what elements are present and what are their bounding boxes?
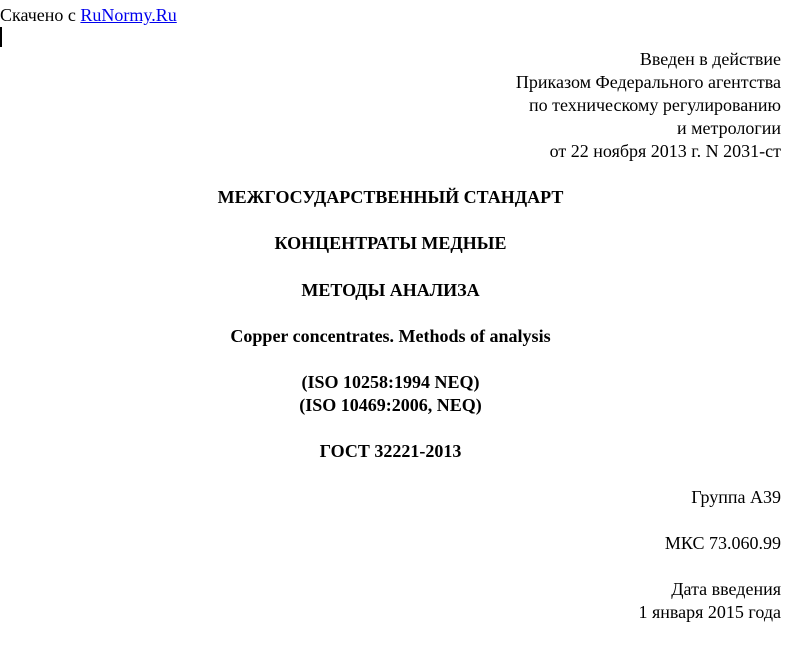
title-sub: МЕТОДЫ АНАЛИЗА	[301, 280, 480, 300]
title-sub-heading	[0, 279, 781, 302]
intro-date-value: 1 января 2015 года	[638, 602, 781, 622]
text-cursor	[0, 27, 2, 47]
gost-number-heading	[0, 440, 781, 463]
intro-date-label: Дата введения	[671, 579, 781, 599]
title-english: Copper concentrates. Methods of analysis	[230, 326, 551, 346]
source-line	[0, 4, 177, 27]
decree-line: по техническому регулированию	[528, 95, 781, 115]
decree-line: Приказом Федерального агентства	[515, 72, 781, 92]
decree-line: Введен в действие	[639, 49, 781, 69]
iso-ref: (ISO 10469:2006, NEQ)	[299, 395, 482, 415]
standard-type: МЕЖГОСУДАРСТВЕННЫЙ СТАНДАРТ	[217, 187, 564, 207]
iso-references	[0, 371, 781, 417]
decree-line: и метрологии	[677, 118, 781, 138]
title-en-heading	[0, 325, 781, 348]
standard-type-heading	[0, 186, 781, 209]
source-prefix: Скачено с	[0, 5, 76, 25]
runormy-link[interactable]: RuNormy.Ru	[80, 5, 177, 25]
decree-line: от 22 ноября 2013 г. N 2031-ст	[549, 141, 781, 161]
mks-code: МКС 73.060.99	[664, 533, 781, 553]
gost-number: ГОСТ 32221-2013	[319, 441, 462, 461]
iso-ref: (ISO 10258:1994 NEQ)	[301, 372, 480, 392]
title-main-heading	[0, 232, 781, 255]
title-main: КОНЦЕНТРАТЫ МЕДНЫЕ	[274, 233, 507, 253]
decree-block	[516, 48, 781, 163]
group-code: Группа А39	[691, 487, 781, 507]
